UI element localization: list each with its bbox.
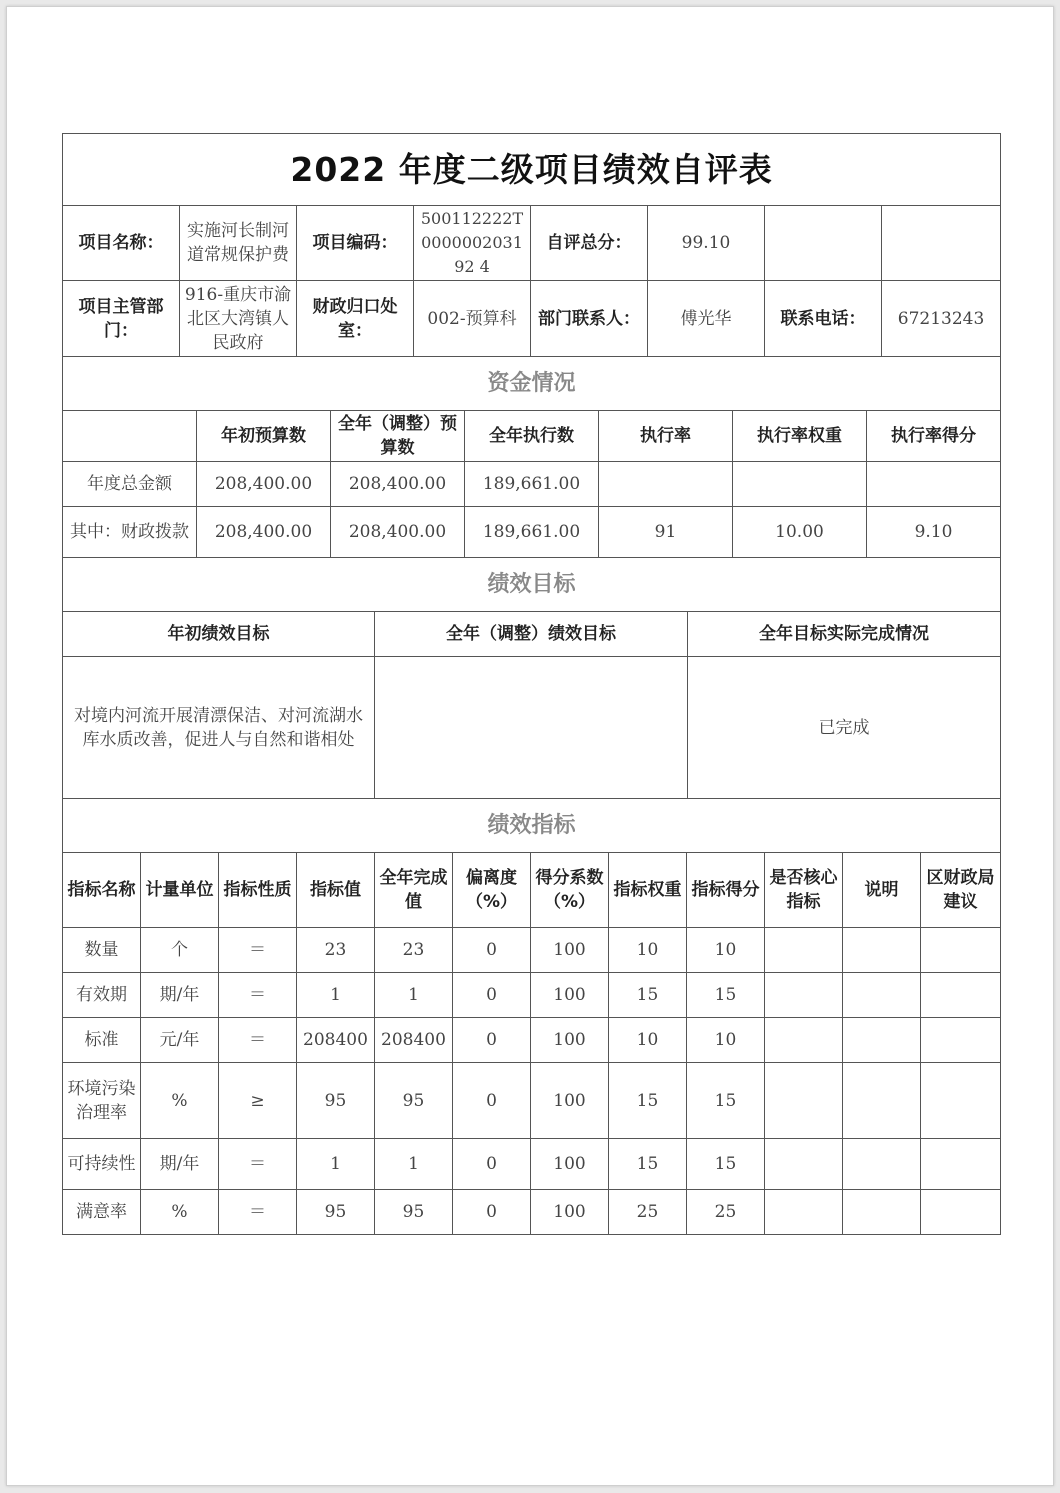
indicator-cell (921, 1190, 1001, 1235)
indicator-cell (921, 1063, 1001, 1139)
project-code-label: 项目编码： (297, 206, 414, 281)
goals-section-title: 绩效目标 (63, 558, 1001, 612)
indicator-cell: 10 (687, 928, 765, 973)
indicator-cell: 100 (531, 1139, 609, 1190)
document-page (6, 6, 1054, 1486)
score-value: 99.10 (648, 206, 765, 281)
indicator-cell: 15 (687, 973, 765, 1018)
indicator-cell: 15 (687, 1063, 765, 1139)
indicator-cell: 100 (531, 1190, 609, 1235)
indicator-cell (765, 1190, 843, 1235)
funds-cell: 其中：财政拨款 (63, 507, 197, 558)
initial-goal: 对境内河流开展清漂保洁、对河流湖水库水质改善，促进人与自然和谐相处 (63, 657, 375, 799)
info-table (62, 133, 1001, 357)
indicator-cell (843, 1139, 921, 1190)
funds-cell: 10.00 (733, 507, 867, 558)
indicator-cell (843, 1063, 921, 1139)
indicator-header: 偏离度（%） (453, 853, 531, 928)
indicator-cell: 23 (297, 928, 375, 973)
project-name-value: 实施河长制河道常规保护费 (180, 206, 297, 281)
funds-cell: 208,400.00 (197, 507, 331, 558)
indicator-cell: % (141, 1063, 219, 1139)
indicator-cell: 95 (297, 1190, 375, 1235)
indicator-cell: ＝ (219, 1018, 297, 1063)
indicator-cell: 数量 (63, 928, 141, 973)
finance-value: 002-预算科 (414, 281, 531, 357)
indicator-cell: ＝ (219, 973, 297, 1018)
indicator-header: 说明 (843, 853, 921, 928)
indicator-header: 得分系数（%） (531, 853, 609, 928)
funds-cell: 年度总金额 (63, 462, 197, 507)
funds-cell (733, 462, 867, 507)
funds-cell: 189,661.00 (465, 507, 599, 558)
empty-cell (882, 206, 1001, 281)
indicators-table (62, 798, 1001, 1235)
indicator-cell: 25 (609, 1190, 687, 1235)
indicator-cell: 1 (375, 1139, 453, 1190)
goals-header: 年初绩效目标 (63, 612, 375, 657)
goals-header: 全年（调整）绩效目标 (375, 612, 688, 657)
indicator-cell: 有效期 (63, 973, 141, 1018)
funds-cell: 91 (599, 507, 733, 558)
indicator-header: 是否核心指标 (765, 853, 843, 928)
empty-cell (765, 206, 882, 281)
indicator-cell: 0 (453, 928, 531, 973)
indicator-cell (843, 1190, 921, 1235)
dept-label: 项目主管部门： (63, 281, 180, 357)
funds-header: 执行率权重 (733, 411, 867, 462)
table-row (63, 507, 1001, 558)
indicator-cell: 元/年 (141, 1018, 219, 1063)
funds-header: 年初预算数 (197, 411, 331, 462)
indicator-cell: 0 (453, 1018, 531, 1063)
funds-cell (599, 462, 733, 507)
funds-header (63, 411, 197, 462)
funds-cell (867, 462, 1001, 507)
indicator-cell: 环境污染治理率 (63, 1063, 141, 1139)
indicator-cell (765, 928, 843, 973)
indicator-cell (765, 1063, 843, 1139)
indicator-cell: 95 (375, 1063, 453, 1139)
project-name-label: 项目名称： (63, 206, 180, 281)
indicator-header: 区财政局建议 (921, 853, 1001, 928)
indicators-section-title: 绩效指标 (63, 799, 1001, 853)
contact-label: 部门联系人： (531, 281, 648, 357)
contact-value: 傅光华 (648, 281, 765, 357)
finance-label: 财政归口处室： (297, 281, 414, 357)
indicator-cell (921, 973, 1001, 1018)
dept-value: 916-重庆市渝北区大湾镇人民政府 (180, 281, 297, 357)
indicator-cell: 期/年 (141, 973, 219, 1018)
indicator-cell: 15 (687, 1139, 765, 1190)
indicator-header: 指标权重 (609, 853, 687, 928)
funds-cell: 189,661.00 (465, 462, 599, 507)
goals-table (62, 557, 1001, 799)
indicator-header: 指标得分 (687, 853, 765, 928)
indicator-cell (921, 1139, 1001, 1190)
table-row (63, 1063, 1001, 1139)
indicator-cell: 208400 (375, 1018, 453, 1063)
indicator-cell: 208400 (297, 1018, 375, 1063)
indicator-cell: 95 (375, 1190, 453, 1235)
page-title: 2022 年度二级项目绩效自评表 (63, 134, 1001, 206)
funds-header: 执行率得分 (867, 411, 1001, 462)
indicator-cell (921, 1018, 1001, 1063)
table-row (63, 462, 1001, 507)
indicator-cell: 15 (609, 1063, 687, 1139)
indicator-cell: 23 (375, 928, 453, 973)
score-label: 自评总分： (531, 206, 648, 281)
indicator-cell (765, 1139, 843, 1190)
table-row (63, 1139, 1001, 1190)
indicator-cell: 标准 (63, 1018, 141, 1063)
indicator-cell: 10 (609, 928, 687, 973)
indicator-cell: 期/年 (141, 1139, 219, 1190)
goals-header: 全年目标实际完成情况 (688, 612, 1001, 657)
indicator-cell: 0 (453, 1063, 531, 1139)
indicator-cell: 15 (609, 973, 687, 1018)
table-row (63, 1018, 1001, 1063)
indicator-header: 指标名称 (63, 853, 141, 928)
indicator-cell: 个 (141, 928, 219, 973)
funds-section-title: 资金情况 (63, 357, 1001, 411)
indicator-cell: 0 (453, 973, 531, 1018)
indicator-cell (843, 973, 921, 1018)
funds-cell: 208,400.00 (331, 462, 465, 507)
indicator-cell: 1 (375, 973, 453, 1018)
indicator-cell: 100 (531, 928, 609, 973)
indicator-header: 计量单位 (141, 853, 219, 928)
adjusted-goal (375, 657, 688, 799)
indicator-cell (765, 973, 843, 1018)
phone-value: 67213243 (882, 281, 1001, 357)
funds-header: 全年执行数 (465, 411, 599, 462)
indicator-cell: 100 (531, 973, 609, 1018)
indicator-cell: 10 (687, 1018, 765, 1063)
indicator-cell: 15 (609, 1139, 687, 1190)
indicator-cell: 10 (609, 1018, 687, 1063)
indicator-cell: 1 (297, 1139, 375, 1190)
indicator-cell: 0 (453, 1139, 531, 1190)
indicator-cell: ＝ (219, 928, 297, 973)
indicator-header: 指标值 (297, 853, 375, 928)
indicator-cell: 95 (297, 1063, 375, 1139)
indicator-cell: % (141, 1190, 219, 1235)
indicator-cell: 100 (531, 1018, 609, 1063)
funds-cell: 9.10 (867, 507, 1001, 558)
indicator-cell: ＝ (219, 1139, 297, 1190)
funds-cell: 208,400.00 (331, 507, 465, 558)
table-row (63, 973, 1001, 1018)
indicator-cell: 可持续性 (63, 1139, 141, 1190)
project-code-value: 500112222T000000203192 4 (414, 206, 531, 281)
phone-label: 联系电话： (765, 281, 882, 357)
actual-completion: 已完成 (688, 657, 1001, 799)
indicator-cell: 100 (531, 1063, 609, 1139)
indicator-cell (765, 1018, 843, 1063)
indicator-cell: ＝ (219, 1190, 297, 1235)
funds-cell: 208,400.00 (197, 462, 331, 507)
indicator-header: 指标性质 (219, 853, 297, 928)
indicator-cell: 1 (297, 973, 375, 1018)
funds-table (62, 356, 1001, 558)
funds-header: 执行率 (599, 411, 733, 462)
indicator-cell: 满意率 (63, 1190, 141, 1235)
table-row (63, 1190, 1001, 1235)
table-row (63, 928, 1001, 973)
indicator-cell: ≥ (219, 1063, 297, 1139)
indicator-cell: 0 (453, 1190, 531, 1235)
indicator-header: 全年完成值 (375, 853, 453, 928)
indicator-cell (843, 1018, 921, 1063)
indicator-cell (843, 928, 921, 973)
indicator-cell: 25 (687, 1190, 765, 1235)
indicator-cell (921, 928, 1001, 973)
funds-header: 全年（调整）预算数 (331, 411, 465, 462)
evaluation-sheet (62, 133, 1000, 1235)
